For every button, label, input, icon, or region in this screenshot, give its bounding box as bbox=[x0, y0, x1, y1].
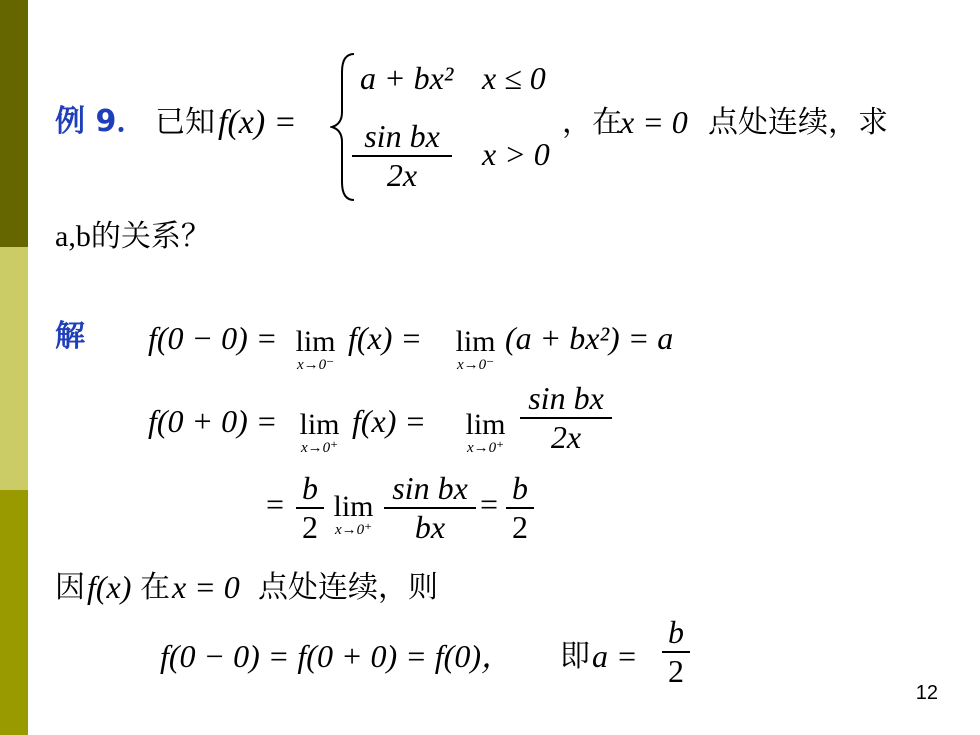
line2-lhs: f(0 + 0) = bbox=[148, 403, 278, 439]
sidebar-stripe-top bbox=[0, 0, 28, 247]
lim-sub: x→0⁻ bbox=[456, 357, 495, 373]
lim: lim bbox=[299, 408, 340, 441]
fraction-den: 2x bbox=[520, 417, 612, 456]
lim-sub: x→0⁺ bbox=[334, 522, 373, 538]
case2-cond: x > 0 bbox=[482, 136, 550, 172]
sidebar-stripe-middle bbox=[0, 247, 28, 490]
line3-frac3 bbox=[506, 470, 534, 546]
intro-end: 点处连续，求 bbox=[708, 106, 888, 139]
because-mid: 在 bbox=[140, 571, 170, 604]
lim: lim bbox=[295, 325, 336, 358]
line1-limit2 bbox=[448, 325, 503, 374]
line3-frac1 bbox=[296, 470, 324, 546]
line3-frac2 bbox=[384, 470, 476, 546]
line2-limit bbox=[292, 408, 347, 457]
fraction-num: b bbox=[668, 614, 684, 650]
fraction-den: bx bbox=[384, 507, 476, 546]
question-text: a,b的关系？ bbox=[55, 220, 211, 253]
line3-limit bbox=[326, 490, 381, 539]
fraction-den: 2 bbox=[296, 507, 324, 546]
lim-sub: x→0⁺ bbox=[300, 440, 339, 456]
line2-mid: f(x) = bbox=[352, 403, 426, 439]
line1-lhs: f(0 − 0) = bbox=[148, 320, 278, 356]
point-cond: x = 0 bbox=[620, 104, 688, 140]
case2-num: sin bx bbox=[364, 118, 440, 154]
fraction-den: 2 bbox=[506, 507, 534, 546]
line2-limit2 bbox=[458, 408, 513, 457]
example-label: 例 9． bbox=[55, 104, 147, 139]
line1-end: (a + bx²) = a bbox=[505, 320, 674, 356]
intro-known: 已知 bbox=[155, 106, 215, 139]
final-ji: 即 bbox=[560, 640, 590, 673]
because-f: f(x) bbox=[87, 569, 132, 605]
solution-label: 解 bbox=[55, 319, 85, 354]
sidebar-stripe-bottom bbox=[0, 490, 28, 735]
fraction-num: b bbox=[302, 470, 318, 506]
fraction-num: sin bx bbox=[528, 380, 604, 416]
fraction-den: 2 bbox=[662, 651, 690, 690]
final-fraction bbox=[662, 614, 690, 690]
lim-sub: x→0⁺ bbox=[466, 440, 505, 456]
case1-cond: x ≤ 0 bbox=[482, 60, 546, 96]
lim: lim bbox=[455, 325, 496, 358]
intro-post: ，在 bbox=[562, 106, 622, 139]
line3-eq: = bbox=[266, 486, 285, 522]
case1-expr: a + bx² bbox=[360, 60, 454, 96]
final-a: a = bbox=[592, 638, 638, 674]
fraction-num: b bbox=[512, 470, 528, 506]
final-equation: f(0 − 0) = f(0 + 0) = f(0)， bbox=[160, 638, 513, 674]
line2-fraction bbox=[520, 380, 612, 456]
case2-fraction bbox=[352, 118, 452, 194]
fraction-num: sin bx bbox=[392, 470, 468, 506]
case2-den: 2x bbox=[352, 155, 452, 194]
lim: lim bbox=[465, 408, 506, 441]
because-pre: 因 bbox=[55, 571, 85, 604]
because-end: 点处连续，则 bbox=[258, 571, 438, 604]
lim-sub: x→0⁻ bbox=[296, 357, 335, 373]
line1-limit bbox=[288, 325, 343, 374]
func-name: f(x) = bbox=[218, 104, 297, 141]
lim: lim bbox=[333, 490, 374, 523]
line3-eq2: = bbox=[480, 486, 499, 522]
page-number: 12 bbox=[915, 682, 938, 704]
line1-mid: f(x) = bbox=[348, 320, 422, 356]
because-point: x = 0 bbox=[172, 569, 240, 605]
